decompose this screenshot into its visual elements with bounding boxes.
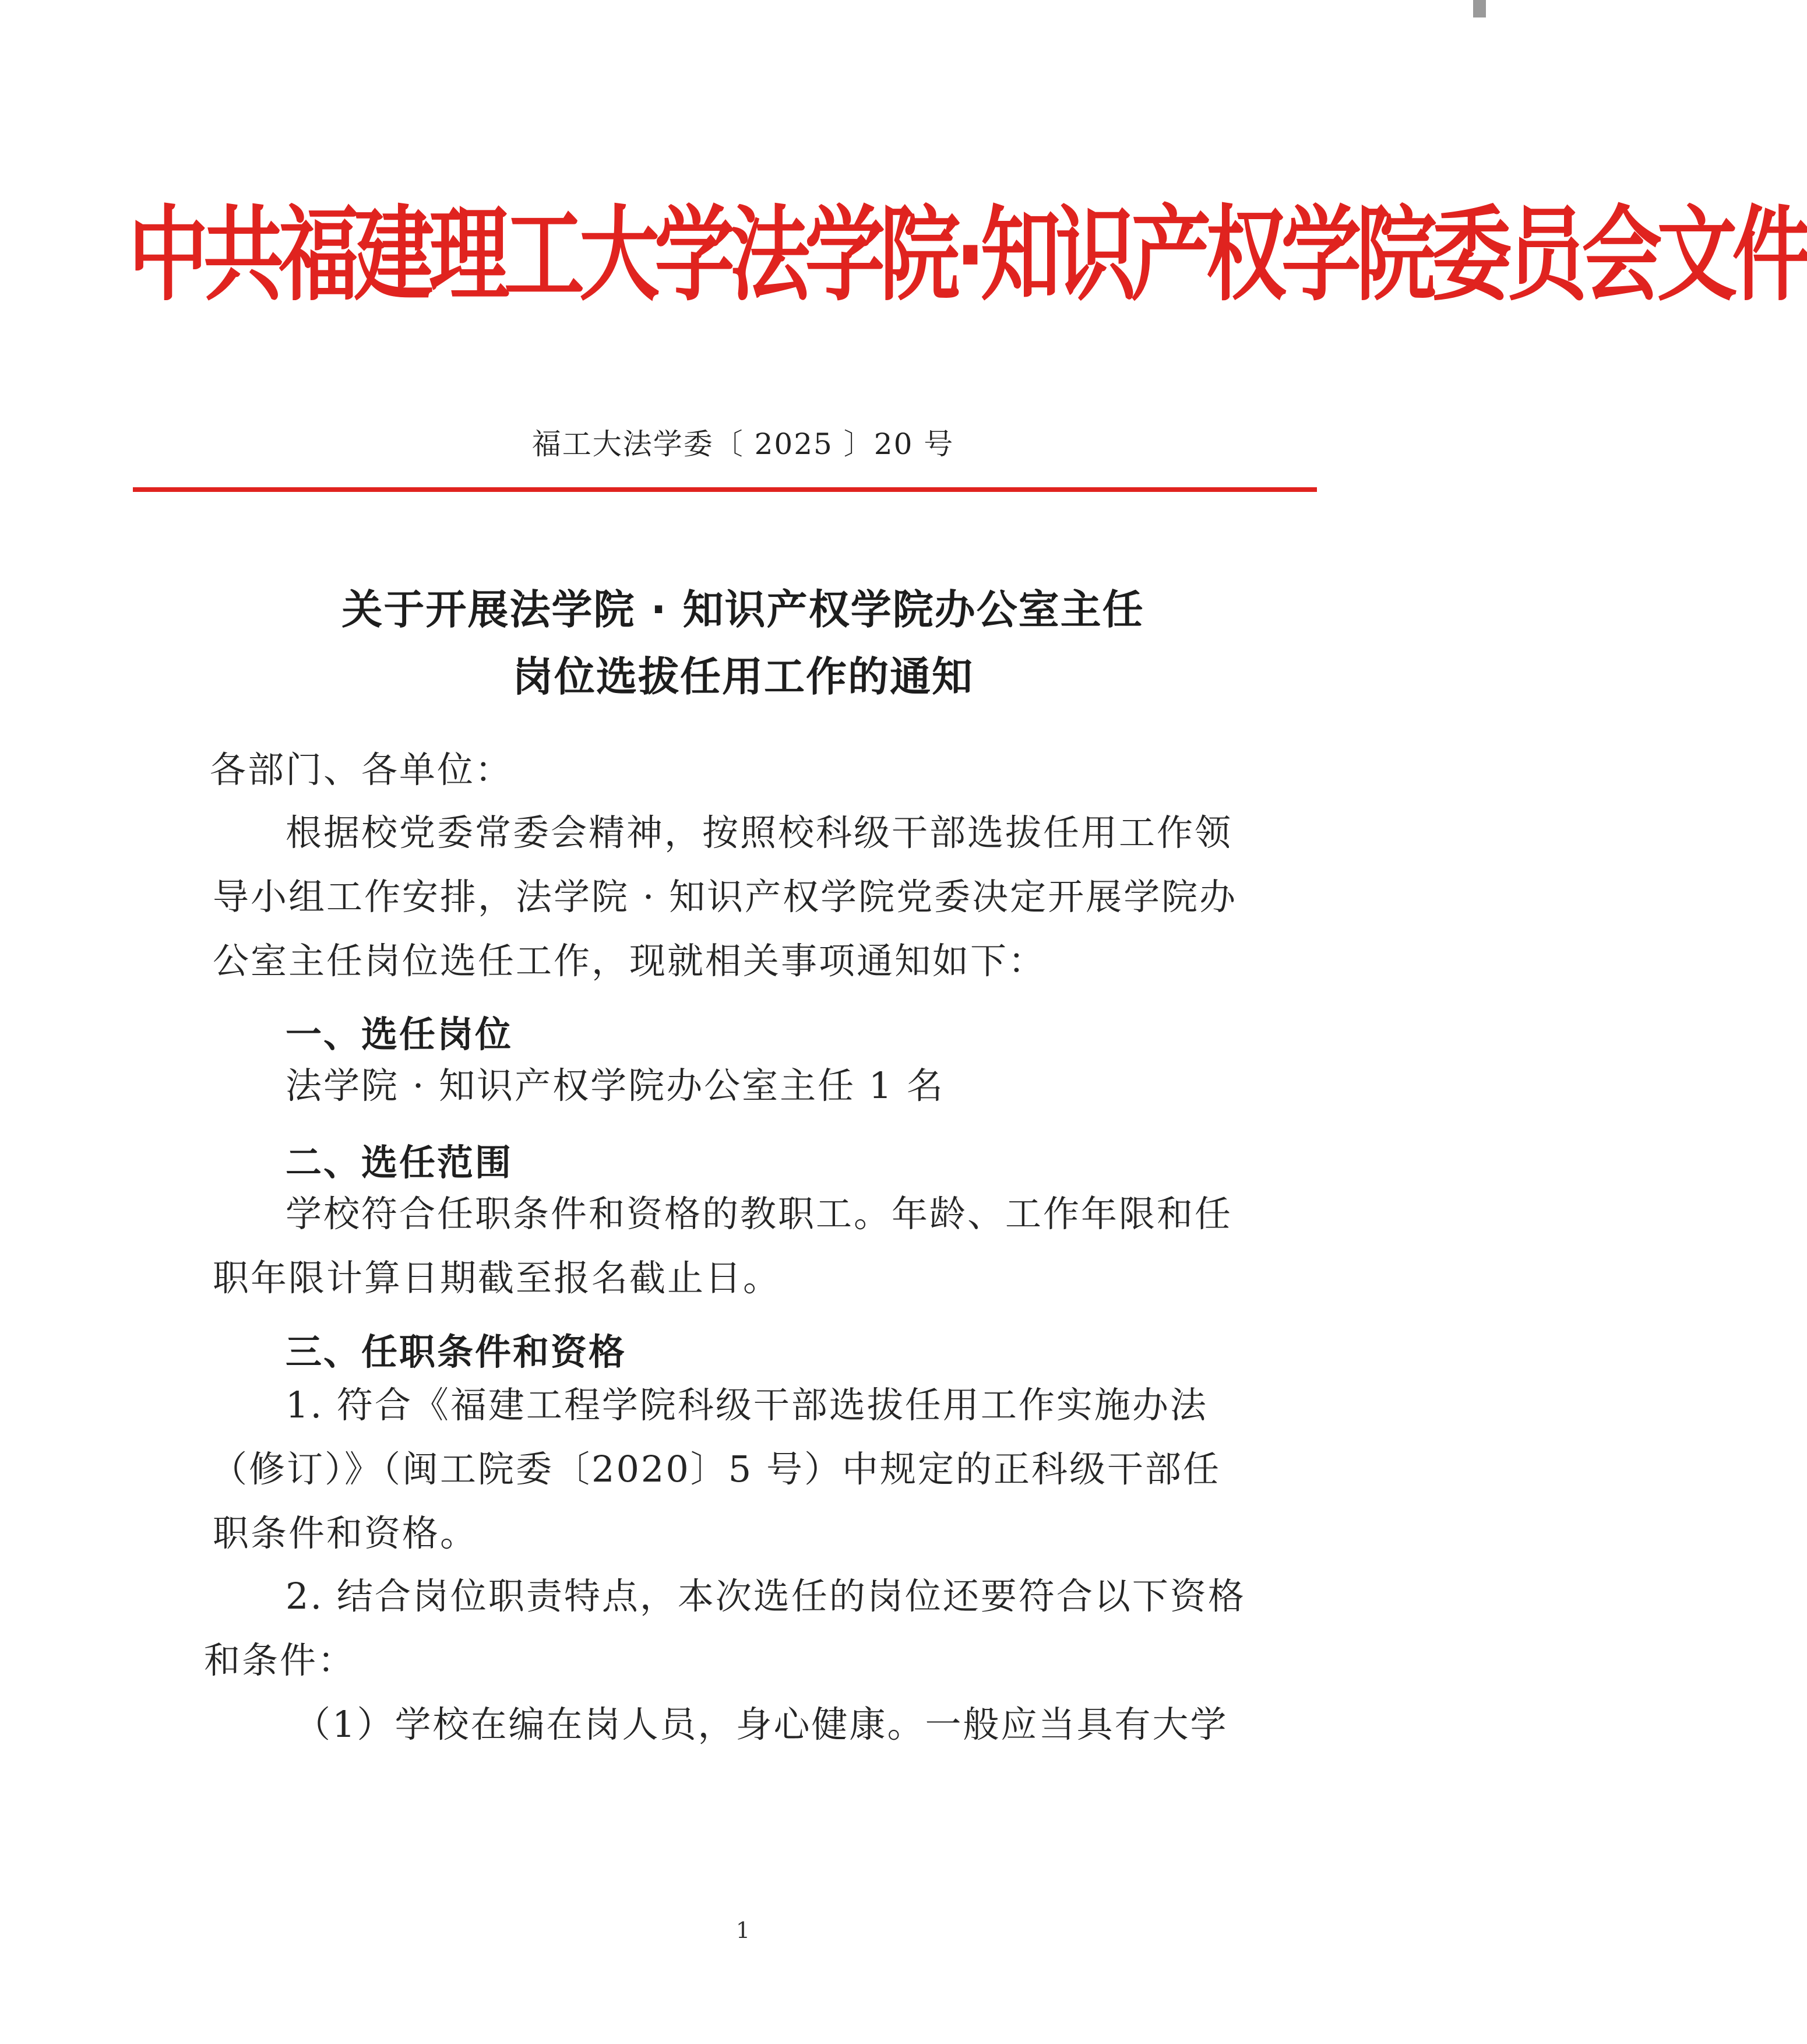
section-text: （修订）》（闽工院委〔2020〕5 号）中规定的正科级干部任 — [211, 1448, 1221, 1490]
section-text: 1. 符合《福建工程学院科级干部选拔任用工作实施办法 — [286, 1384, 1208, 1426]
notice-title-line-2: 岗位选拔任用工作的通知 — [512, 653, 974, 701]
notice-title-line-1: 关于开展法学院 · 知识产权学院办公室主任 — [341, 586, 1144, 634]
scan-edge-mark — [1473, 0, 1486, 17]
section-text: 职条件和资格。 — [213, 1512, 478, 1554]
document-number: 福工大法学委〔 2025 〕20 号 — [531, 427, 954, 461]
section-text: 学校符合任职条件和资格的教职工。年龄、工作年限和任 — [286, 1192, 1233, 1235]
section-heading: 一、选任岗位 — [286, 1013, 513, 1056]
section-text: 法学院 · 知识产权学院办公室主任 1 名 — [286, 1064, 945, 1107]
red-divider — [133, 487, 1317, 492]
section-heading: 三、任职条件和资格 — [286, 1331, 627, 1373]
section-text: 2. 结合岗位职责特点，本次选任的岗位还要符合以下资格 — [286, 1575, 1246, 1617]
page-number: 1 — [735, 1918, 751, 1943]
section-text: （1）学校在编在岗人员，身心健康。一般应当具有大学 — [294, 1703, 1228, 1746]
section-text: 和条件： — [204, 1639, 356, 1681]
section-heading: 二、选任范围 — [286, 1141, 513, 1184]
section-text: 职年限计算日期截至报名截止日。 — [213, 1257, 781, 1299]
letterhead-title: 中共福建理工大学法学院·知识产权学院委员会文件 — [128, 195, 1807, 315]
intro-line: 根据校党委常委会精神，按照校科级干部选拔任用工作领 — [286, 811, 1233, 854]
intro-line: 导小组工作安排，法学院 · 知识产权学院党委决定开展学院办 — [213, 875, 1238, 918]
intro-line: 公室主任岗位选任工作，现就相关事项通知如下： — [213, 940, 1047, 982]
salutation: 各部门、各单位： — [210, 748, 513, 791]
